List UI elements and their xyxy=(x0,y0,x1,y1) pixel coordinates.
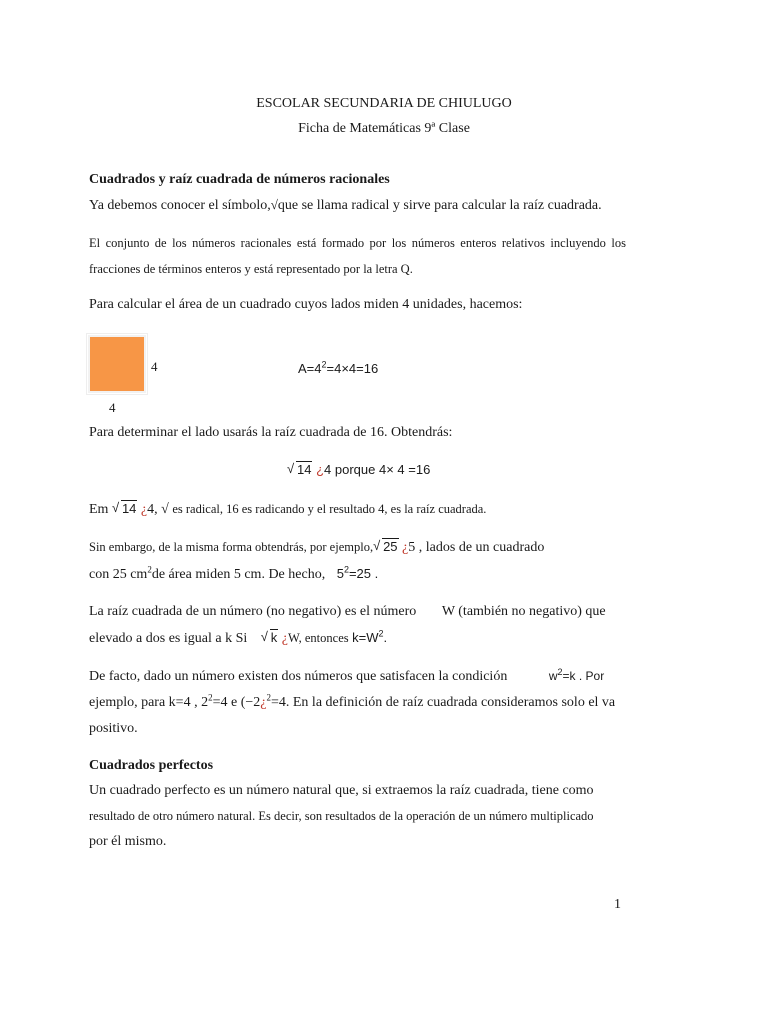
definition-line2-b: W, entonces xyxy=(287,631,349,645)
em-line xyxy=(89,501,486,518)
glyph-placeholder: ¿ xyxy=(281,631,288,646)
worksheet-subtitle: Ficha de Matemáticas 9ª Clase xyxy=(298,121,470,136)
definition-line1-a: La raíz cuadrada de un número (no negativo) es el número xyxy=(89,604,417,619)
em-radicand: 14 xyxy=(121,501,137,516)
sqrt-equation-rest: 4 porque 4× 4 =16 xyxy=(324,462,431,477)
glyph-placeholder: ¿ xyxy=(140,502,148,517)
definition-eq-exponent: 2 xyxy=(378,628,384,639)
definition-radicand: k xyxy=(270,630,278,645)
definition-line2 xyxy=(89,630,387,647)
facto-eq-exponent: 2 xyxy=(557,667,563,677)
example-text-a: ejemplo, para k=4 , 2 xyxy=(89,695,209,710)
sin-sqrt-expression xyxy=(373,539,398,554)
em-middle: 4, √ xyxy=(147,502,169,517)
example-exponent: 2 xyxy=(208,692,213,703)
area-25-text-a: con 25 cm xyxy=(89,567,148,582)
school-title: ESCOLAR SECUNDARIA DE CHIULUGO xyxy=(256,96,512,111)
sin-embargo-line xyxy=(89,539,544,556)
em-rest: es radical, 16 es radicando y el resultado 4, es la raíz cuadrada. xyxy=(172,502,487,516)
area-25-exponent: 2 xyxy=(147,564,152,575)
side-determination-line: Para determinar el lado usarás la raíz cuadrada de 16. Obtendrás: xyxy=(89,425,453,440)
section-heading-perfect-squares: Cuadrados perfectos xyxy=(89,758,214,773)
sqrt-expression xyxy=(287,462,312,477)
facto-line xyxy=(89,669,604,685)
radical-symbol-icon: √ xyxy=(373,538,381,553)
facto-text: De facto, dado un número existen dos números que satisfacen la condición xyxy=(89,669,508,684)
area-formula-exponent: 2 xyxy=(321,359,327,370)
area-formula xyxy=(298,361,378,376)
facto-eq-rest: =k . Por xyxy=(562,669,605,683)
radical-intro-text-b: que se llama radical y sirve para calcular la raíz cuadrada. xyxy=(277,198,602,213)
perfect-squares-line2: resultado de otro número natural. Es decir, son resultados de la operación de un número multiplicado xyxy=(89,809,594,823)
area-formula-result: =4×4=16 xyxy=(326,361,379,376)
definition-equation xyxy=(352,630,387,645)
radical-symbol-icon: √ xyxy=(111,500,120,515)
sin-embargo-text: Sin embargo, de la misma forma obtendrás, por ejemplo, xyxy=(89,540,374,554)
facto-equation xyxy=(549,669,604,683)
section-heading-squares: Cuadrados y raíz cuadrada de números racionales xyxy=(89,172,390,187)
page-number: 1 xyxy=(614,897,621,912)
square-side-label-bottom: 4 xyxy=(109,400,116,415)
radical-intro-text-a: Ya debemos conocer el símbolo, xyxy=(89,198,271,213)
glyph-placeholder: ¿ xyxy=(316,462,325,477)
example-line xyxy=(89,692,616,711)
definition-line2-a: elevado a dos es igual a k Si xyxy=(89,631,248,646)
area-paragraph: Para calcular el área de un cuadrado cuyos lados miden 4 unidades, hacemos: xyxy=(89,297,523,312)
definition-eq-base: k=W xyxy=(352,630,379,645)
example-text-b: =4 e (−2 xyxy=(212,695,261,710)
sqrt-radicand: 14 xyxy=(297,462,312,477)
glyph-placeholder: ¿ xyxy=(260,695,267,710)
glyph-placeholder: ¿ xyxy=(402,540,409,555)
sin-radicand: 25 xyxy=(383,539,398,554)
sqrt-equation xyxy=(287,462,430,477)
area-25-text-b: de área miden 5 cm. De hecho, xyxy=(151,567,326,582)
area-25-eq-base: 5 xyxy=(336,566,344,581)
area-25-eq-result: =25 . xyxy=(348,566,379,581)
positivo-line: positivo. xyxy=(89,721,138,736)
area-25-equation xyxy=(337,566,379,581)
radical-symbol-icon: √ xyxy=(270,197,278,212)
orange-square-figure xyxy=(88,335,146,393)
definition-line1 xyxy=(89,604,606,620)
em-prefix: Em xyxy=(89,502,109,517)
rationals-paragraph-line1: El conjunto de los números racionales está formado por los números enteros relativos incluyendo los xyxy=(89,236,626,250)
perfect-squares-line3: por él mismo. xyxy=(89,834,167,849)
perfect-squares-line1: Un cuadrado perfecto es un número natural que, si extraemos la raíz cuadrada, tiene como xyxy=(89,783,594,798)
facto-eq-base: w xyxy=(548,669,558,683)
radical-symbol-icon: √ xyxy=(260,629,268,644)
area-25-line xyxy=(89,566,378,583)
square-side-label-right: 4 xyxy=(151,359,158,374)
em-sqrt-expression xyxy=(112,501,137,516)
definition-sqrt-expression xyxy=(261,630,279,645)
definition-eq-end: . xyxy=(383,630,388,645)
radical-symbol-icon: √ xyxy=(287,461,295,476)
area-formula-base: A=4 xyxy=(298,361,322,376)
area-25-eq-exponent: 2 xyxy=(343,564,349,575)
rationals-paragraph-line2: fracciones de términos enteros y está representado por la letra Q. xyxy=(89,262,413,276)
definition-line1-b: W (también no negativo) que xyxy=(441,604,606,619)
example-text-c: =4. En la definición de raíz cuadrada consideramos solo el va xyxy=(270,695,616,710)
sin-embargo-rest: 5 , lados de un cuadrado xyxy=(408,540,545,555)
radical-intro-line xyxy=(89,197,602,214)
example-exponent-2: 2 xyxy=(266,692,271,703)
